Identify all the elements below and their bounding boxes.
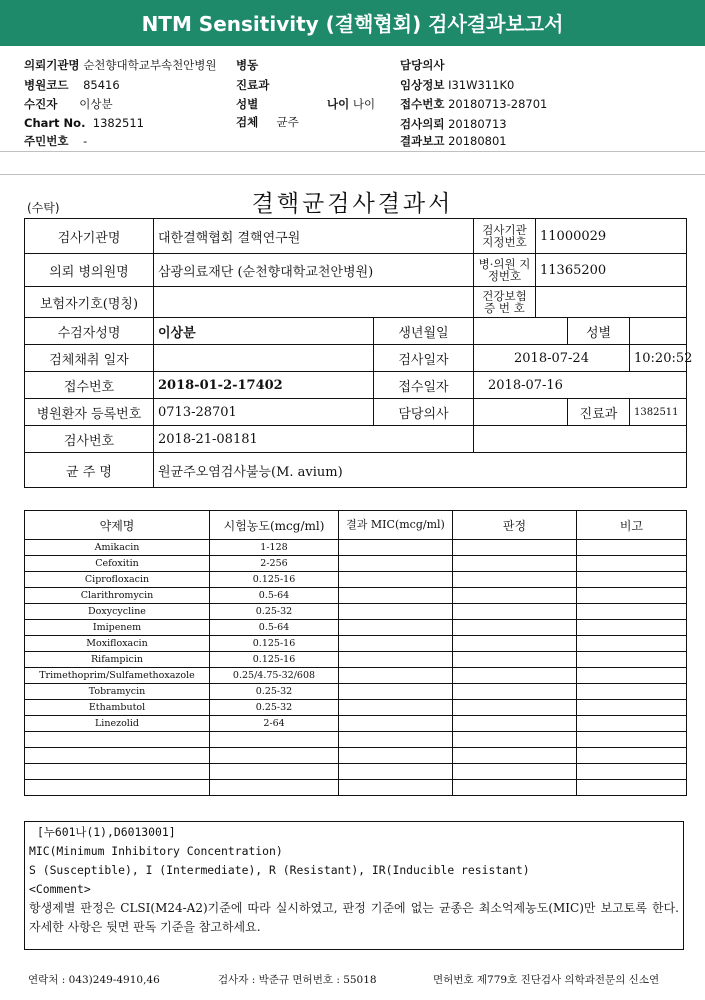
drug-name: Clarithromycin — [25, 588, 210, 604]
drug-note — [577, 556, 687, 572]
header-chart-no: Chart No. 1382511 — [24, 116, 144, 130]
drug-table-body — [25, 540, 687, 796]
dept-value: 1382511 — [630, 399, 687, 426]
drug-note — [577, 588, 687, 604]
blank-cell — [339, 732, 453, 748]
drug-range: 0.25/4.75-32/608 — [210, 668, 339, 684]
blank-cell — [577, 764, 687, 780]
drug-judge — [453, 684, 577, 700]
drug-name: Ciprofloxacin — [25, 572, 210, 588]
dob-label: 생년월일 — [374, 318, 474, 345]
drug-name: Rifampicin — [25, 652, 210, 668]
collect-value — [154, 345, 374, 372]
lab-name: 대한결핵협회 결핵연구원 — [154, 219, 474, 254]
header-age: 나이 나이 — [327, 97, 376, 111]
drug-mic — [339, 636, 453, 652]
drug-range: 0.125-16 — [210, 572, 339, 588]
note-mic-def: MIC(Minimum Inhibitory Concentration) — [29, 844, 283, 858]
header-mic: 결과 MIC(mcg/ml) — [339, 511, 453, 540]
drug-judge — [453, 652, 577, 668]
drug-mic — [339, 684, 453, 700]
reg-no: 0713-28701 — [154, 399, 374, 426]
drug-judge — [453, 668, 577, 684]
drug-row-blank — [25, 732, 687, 748]
patient-label: 수검자성명 — [25, 318, 154, 345]
blank-cell — [210, 748, 339, 764]
drug-note — [577, 540, 687, 556]
receipt-no: 2018-01-2-17402 — [154, 372, 374, 399]
drug-range: 0.25-32 — [210, 684, 339, 700]
header-doctor-label: 담당의사 — [400, 58, 445, 72]
banner-title: NTM Sensitivity (결핵협회) 검사결과보고서 — [141, 12, 564, 36]
header-request-date: 검사의뢰 20180713 — [400, 117, 507, 131]
drug-name: Cefoxitin — [25, 556, 210, 572]
header-note: 비고 — [577, 511, 687, 540]
header-judge: 판정 — [453, 511, 577, 540]
blank-cell — [577, 748, 687, 764]
hospital-id-label: 병·의원 지정번호 — [474, 254, 536, 287]
blank-cell — [210, 780, 339, 796]
footer-examiner: 검사자 : 박준규 면허번호 : 55018 — [218, 974, 377, 986]
info-table — [24, 218, 693, 488]
drug-name: Moxifloxacin — [25, 636, 210, 652]
drug-note — [577, 700, 687, 716]
receipt-date-label: 접수일자 — [374, 372, 474, 399]
blank-cell — [210, 732, 339, 748]
drug-mic — [339, 556, 453, 572]
header-specimen: 검체 균주 — [236, 115, 299, 129]
drug-note — [577, 652, 687, 668]
drug-range: 0.5-64 — [210, 588, 339, 604]
drug-row — [25, 540, 687, 556]
blank-cell — [25, 780, 210, 796]
drug-name: Doxycycline — [25, 604, 210, 620]
header-clinical-info: 임상정보 I31W311K0 — [400, 78, 515, 92]
drug-range: 0.25-32 — [210, 604, 339, 620]
header-patient: 수진자 이상분 — [24, 97, 113, 111]
dob-value — [474, 318, 568, 345]
drug-row — [25, 684, 687, 700]
strain-label: 균 주 명 — [25, 453, 154, 488]
collect-label: 검체채취 일자 — [25, 345, 154, 372]
drug-note — [577, 572, 687, 588]
drug-judge — [453, 572, 577, 588]
report-title: 결핵균검사결과서 — [251, 191, 454, 217]
drug-range: 2-64 — [210, 716, 339, 732]
drug-name: Imipenem — [25, 620, 210, 636]
exam-no-blank — [474, 426, 687, 453]
note-sir-def: S (Susceptible), I (Intermediate), R (Resistant), IR(Inducible resistant) — [29, 863, 530, 877]
insured-value — [154, 287, 474, 318]
exam-no: 2018-21-08181 — [154, 426, 474, 453]
drug-table — [24, 510, 687, 796]
footer-contact: 연락처 : 043)249-4910,46 — [28, 974, 160, 986]
drug-judge — [453, 620, 577, 636]
drug-range: 2-256 — [210, 556, 339, 572]
blank-cell — [210, 764, 339, 780]
doctor-label: 담당의사 — [374, 399, 474, 426]
drug-mic — [339, 652, 453, 668]
sex-value — [630, 318, 687, 345]
comment-box — [24, 821, 684, 950]
blank-cell — [453, 732, 577, 748]
drug-mic — [339, 540, 453, 556]
drug-note — [577, 620, 687, 636]
drug-name: Amikacin — [25, 540, 210, 556]
drug-range: 0.125-16 — [210, 652, 339, 668]
blank-cell — [339, 748, 453, 764]
drug-row — [25, 604, 687, 620]
report-banner — [0, 0, 705, 46]
lab-id-label: 검사기관 지정번호 — [474, 219, 536, 254]
drug-row — [25, 572, 687, 588]
dept-label: 진료과 — [568, 399, 630, 426]
exam-no-label: 검사번호 — [25, 426, 154, 453]
drug-judge — [453, 556, 577, 572]
drug-judge — [453, 604, 577, 620]
note-comment-tag: <Comment> — [29, 882, 91, 896]
strain-value: 원균주오염검사불능(M. avium) — [154, 453, 687, 488]
drug-range: 0.125-16 — [210, 636, 339, 652]
drug-range: 0.25-32 — [210, 700, 339, 716]
drug-row — [25, 668, 687, 684]
receipt-no-label: 접수번호 — [25, 372, 154, 399]
blank-cell — [25, 764, 210, 780]
drug-note — [577, 604, 687, 620]
lab-name-label: 검사기관명 — [25, 219, 154, 254]
header-resident-no: 주민번호 - — [24, 134, 88, 148]
divider-bottom — [0, 174, 705, 175]
drug-range: 0.5-64 — [210, 620, 339, 636]
hospital-id: 11365200 — [536, 254, 687, 287]
blank-cell — [577, 780, 687, 796]
header-drug: 약제명 — [25, 511, 210, 540]
drug-mic — [339, 668, 453, 684]
drug-row — [25, 556, 687, 572]
drug-row — [25, 588, 687, 604]
drug-name: Linezolid — [25, 716, 210, 732]
drug-note — [577, 684, 687, 700]
drug-table-header — [25, 511, 687, 540]
divider-top — [0, 151, 705, 152]
blank-cell — [339, 764, 453, 780]
blank-cell — [25, 732, 210, 748]
reg-no-label: 병원환자 등록번호 — [25, 399, 154, 426]
drug-mic — [339, 620, 453, 636]
health-ins-label: 건강보험 증 번 호 — [474, 287, 536, 318]
blank-cell — [577, 732, 687, 748]
drug-judge — [453, 588, 577, 604]
blank-cell — [453, 764, 577, 780]
drug-note — [577, 716, 687, 732]
drug-note — [577, 636, 687, 652]
note-code: [누601나(1),D6013001] — [37, 825, 176, 839]
doctor-value — [474, 399, 568, 426]
lab-id: 11000029 — [536, 219, 687, 254]
footer-license: 면허번호 제779호 진단검사 의학과전문의 신소연 — [433, 974, 660, 986]
drug-row — [25, 620, 687, 636]
drug-row — [25, 652, 687, 668]
drug-row-blank — [25, 764, 687, 780]
patient-name: 이상분 — [154, 318, 374, 345]
drug-judge — [453, 700, 577, 716]
header-ward-label: 병동 — [236, 58, 259, 72]
insured-label: 보험자기호(명칭) — [25, 287, 154, 318]
drug-mic — [339, 700, 453, 716]
drug-name: Trimethoprim/Sulfamethoxazole — [25, 668, 210, 684]
test-date-label: 검사일자 — [374, 345, 474, 372]
drug-row — [25, 700, 687, 716]
drug-name: Ethambutol — [25, 700, 210, 716]
header-receipt-no: 접수번호 20180713-28701 — [400, 97, 548, 111]
drug-judge — [453, 540, 577, 556]
header-hospital: 의뢰기관명 순천향대학교부속천안병원 — [24, 58, 217, 72]
blank-cell — [453, 748, 577, 764]
blank-cell — [453, 780, 577, 796]
hospital-label: 의뢰 병의원명 — [25, 254, 154, 287]
header-hospital-code: 병원코드 85416 — [24, 78, 120, 92]
drug-judge — [453, 716, 577, 732]
drug-row-blank — [25, 748, 687, 764]
header-sex-label: 성별 — [236, 97, 259, 111]
drug-mic — [339, 588, 453, 604]
blank-cell — [339, 780, 453, 796]
receipt-date: 2018-07-16 — [474, 372, 687, 399]
header-dept-label: 진료과 — [236, 78, 270, 92]
drug-name: Tobramycin — [25, 684, 210, 700]
drug-mic — [339, 604, 453, 620]
hospital-name: 삼광의료재단 (순천향대학교천안병원) — [154, 254, 474, 287]
drug-note — [577, 668, 687, 684]
receipt-mark: (수탁) — [27, 201, 60, 215]
test-date: 2018-07-24 — [474, 345, 630, 372]
test-time: 10:20:52 — [630, 345, 687, 372]
drug-mic — [339, 716, 453, 732]
health-ins-value — [536, 287, 687, 318]
header-report-date: 결과보고 20180801 — [400, 134, 507, 148]
drug-row — [25, 636, 687, 652]
header-range: 시험농도(mcg/ml) — [210, 511, 339, 540]
blank-cell — [25, 748, 210, 764]
drug-judge — [453, 636, 577, 652]
drug-row — [25, 716, 687, 732]
drug-range: 1-128 — [210, 540, 339, 556]
drug-row-blank — [25, 780, 687, 796]
drug-mic — [339, 572, 453, 588]
note-comment-text: 항생제별 판정은 CLSI(M24-A2)기준에 따라 실시하였고, 판정 기준에 없는 균종은 최소억제농도(MIC)만 보고토록 한다. 자세한 사항은 뒷면 판독 기준을 참고하세요. — [29, 901, 679, 934]
sex-label: 성별 — [568, 318, 630, 345]
